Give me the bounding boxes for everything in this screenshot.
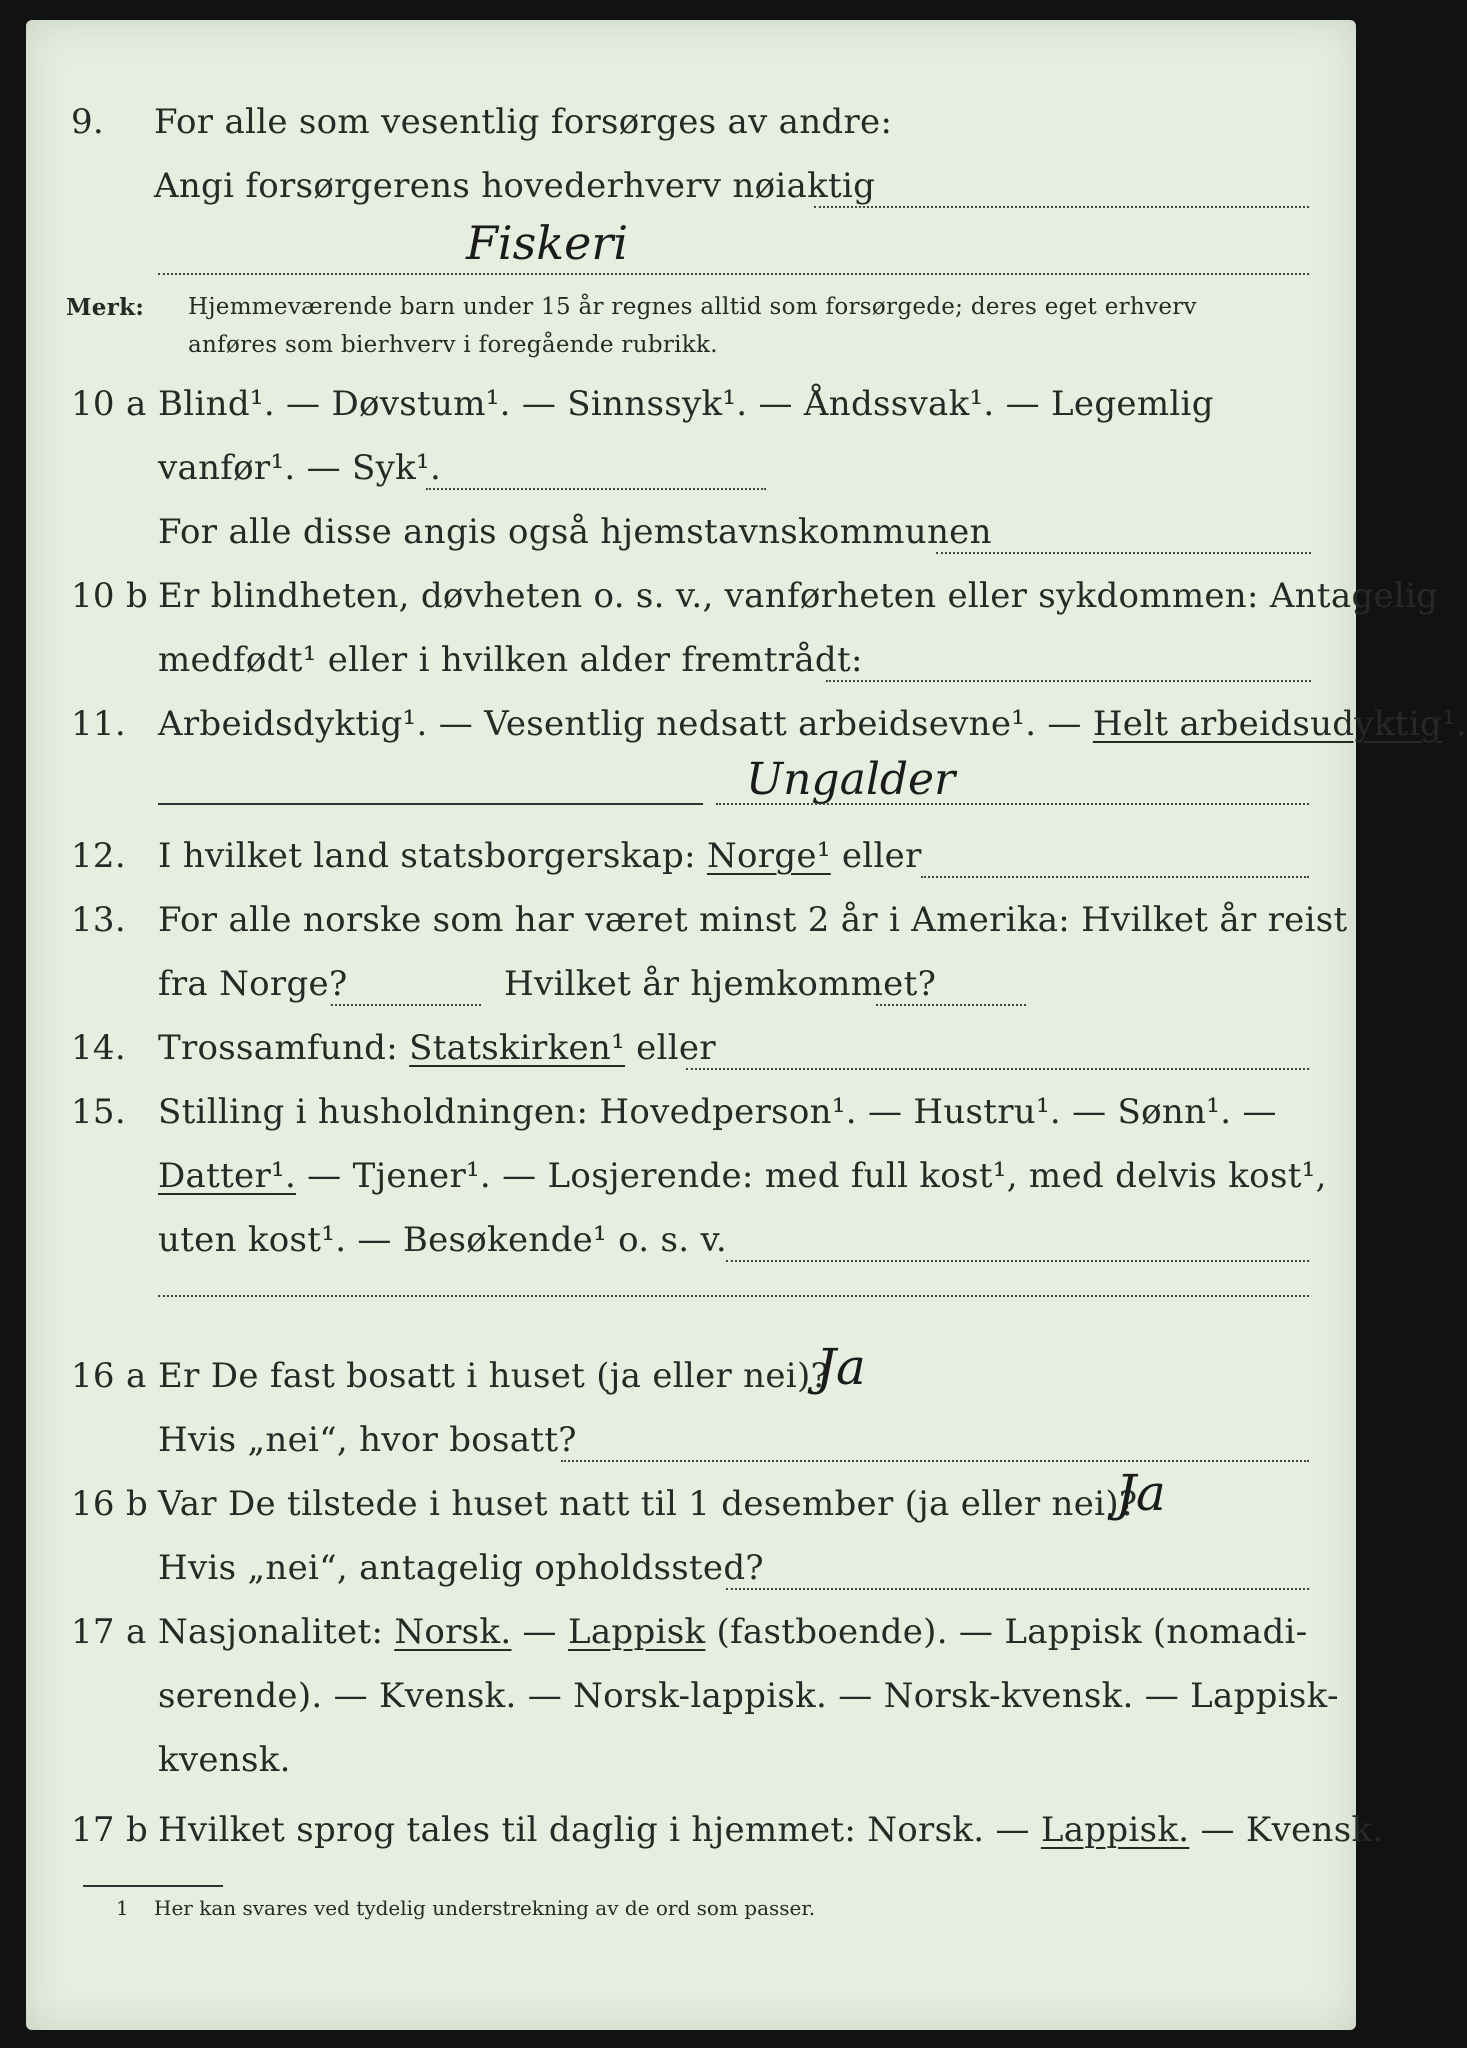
q10b-question-2: medfødt¹ eller i hvilken alder fremtrådt: [158, 640, 863, 680]
q14-label: Trossamfund: [158, 1028, 410, 1068]
q16b-question-2: Hvis „nei“, antagelig opholdssted? [158, 1548, 764, 1588]
q17a-question-2: serende). — Kvensk. — Norsk-lappisk. — Norsk-kvensk. — Lappisk- [158, 1676, 1339, 1716]
q17a-options-rest: (fastboende). — Lappisk (nomadi- [705, 1612, 1308, 1652]
q10b-dotted-line [826, 680, 1311, 682]
q15-question-3: uten kost¹. — Besøkende¹ o. s. v. [158, 1220, 728, 1260]
q16a-number: 16 a [71, 1356, 147, 1396]
q17a-dash: — [511, 1612, 568, 1652]
q11-question [158, 704, 1467, 744]
q16b-number: 16 b [71, 1484, 149, 1524]
q15-answer-line [158, 1295, 1309, 1297]
q10b-question: Er blindheten, døvheten o. s. v., vanførheten eller sykdommen: Antagelig [158, 576, 1439, 616]
q12-else: eller [830, 836, 922, 876]
q15-question: Stilling i husholdningen: Hovedperson¹. — Hustru¹. — Sønn¹. — [158, 1092, 1277, 1132]
q17a-option-lappisk: Lappisk [567, 1612, 706, 1652]
q17b-number: 17 b [71, 1810, 149, 1850]
q14-question [158, 1028, 716, 1068]
merk-text-2: anføres som bierhverv i foregående rubrikk. [188, 332, 718, 358]
q13-dotted-line-1 [331, 1004, 481, 1006]
q17a-label: Nasjonalitet: [158, 1612, 395, 1652]
q17a-question-3: kvensk. [158, 1740, 291, 1780]
q15-options: — Tjener¹. — Losjerende: med full kost¹, med delvis kost¹, [296, 1156, 1327, 1196]
q14-selected-option: Statskirken¹ [409, 1028, 626, 1068]
footnote-text: Her kan svares ved tydelig understrekning av de ord som passer. [154, 1896, 816, 1920]
q12-dotted-line [921, 876, 1309, 878]
merk-text-1: Hjemmeværende barn under 15 år regnes alltid som forsørgede; deres eget erhverv [188, 294, 1197, 320]
q17b-rest: — Kvensk. [1189, 1810, 1384, 1850]
q16b-question: Var De tilstede i huset natt til 1 desember (ja eller nei)? [158, 1484, 1138, 1524]
q15-dotted-line [726, 1260, 1309, 1262]
q9-answer-line [158, 273, 1309, 275]
q9-handwritten-answer[interactable]: Fiskeri [466, 216, 629, 270]
q10b-number: 10 b [71, 576, 149, 616]
q11-dotted-line [716, 803, 1309, 805]
q16a-dotted-line [561, 1460, 1309, 1462]
q15-number: 15. [71, 1092, 126, 1132]
q17a-option-norsk: Norsk. [394, 1612, 512, 1652]
q16a-question: Er De fast bosatt i huset (ja eller nei)? [158, 1356, 830, 1396]
q9-dotted-line [814, 206, 1309, 208]
q17a-number: 17 a [71, 1612, 147, 1652]
merk-label: Merk: [66, 294, 145, 321]
q10a-question-2: vanfør¹. — Syk¹. [158, 448, 442, 488]
q9-question-2: Angi forsørgerens hovederhverv nøiaktig [154, 166, 876, 206]
q12-label: I hvilket land statsborgerskap: [158, 836, 707, 876]
q14-number: 14. [71, 1028, 126, 1068]
q14-else: eller [625, 1028, 716, 1068]
q11-answer-line [158, 803, 703, 805]
q13-question-2: fra Norge? [158, 964, 348, 1004]
q16a-handwritten-answer[interactable]: Ja [816, 1338, 866, 1396]
q17b-question [158, 1810, 1383, 1850]
q16b-handwritten-answer[interactable]: Ja [1116, 1464, 1166, 1522]
q12-question [158, 836, 922, 876]
q10a-dotted-line-2 [936, 552, 1311, 554]
q16a-question-2: Hvis „nei“, hvor bosatt? [158, 1420, 577, 1460]
q9-number: 9. [71, 102, 105, 142]
q11-footnote-mark: ¹. [1441, 704, 1467, 744]
q17a-question [158, 1612, 1308, 1652]
q15-selected-option: Datter¹. [158, 1156, 297, 1196]
q12-number: 12. [71, 836, 126, 876]
q13-question-3: Hvilket år hjemkommet? [504, 964, 937, 1004]
q13-number: 13. [71, 900, 126, 940]
q17b-label: Hvilket sprog tales til daglig i hjemmet: Norsk. — [158, 1810, 1041, 1850]
q10a-question-3: For alle disse angis også hjemstavnskommunen [158, 512, 992, 552]
q10a-number: 10 a [71, 384, 147, 424]
q10a-question: Blind¹. — Døvstum¹. — Sinnssyk¹. — Åndssvak¹. — Legemlig [158, 384, 1214, 424]
footnote-rule [83, 1885, 223, 1887]
q13-question: For alle norske som har været minst 2 år i Amerika: Hvilket år reist [158, 900, 1348, 940]
q11-options: Arbeidsdyktig¹. — Vesentlig nedsatt arbeidsevne¹. — [158, 704, 1093, 744]
q10a-dotted-line [426, 488, 766, 490]
q16b-dotted-line [726, 1588, 1309, 1590]
q11-selected-option: Helt arbeidsudyktig [1092, 704, 1442, 744]
q14-dotted-line [686, 1068, 1309, 1070]
q15-question-2 [158, 1156, 1327, 1196]
q12-selected-option: Norge¹ [706, 836, 831, 876]
footnote-mark: 1 [116, 1896, 129, 1920]
q17b-selected-option: Lappisk. [1040, 1810, 1190, 1850]
q11-handwritten-answer[interactable]: Ungalder [746, 754, 956, 805]
q9-question: For alle som vesentlig forsørges av andre: [154, 102, 893, 142]
q13-dotted-line-2 [876, 1004, 1026, 1006]
census-form-page [26, 20, 1467, 2030]
q11-number: 11. [71, 704, 126, 744]
